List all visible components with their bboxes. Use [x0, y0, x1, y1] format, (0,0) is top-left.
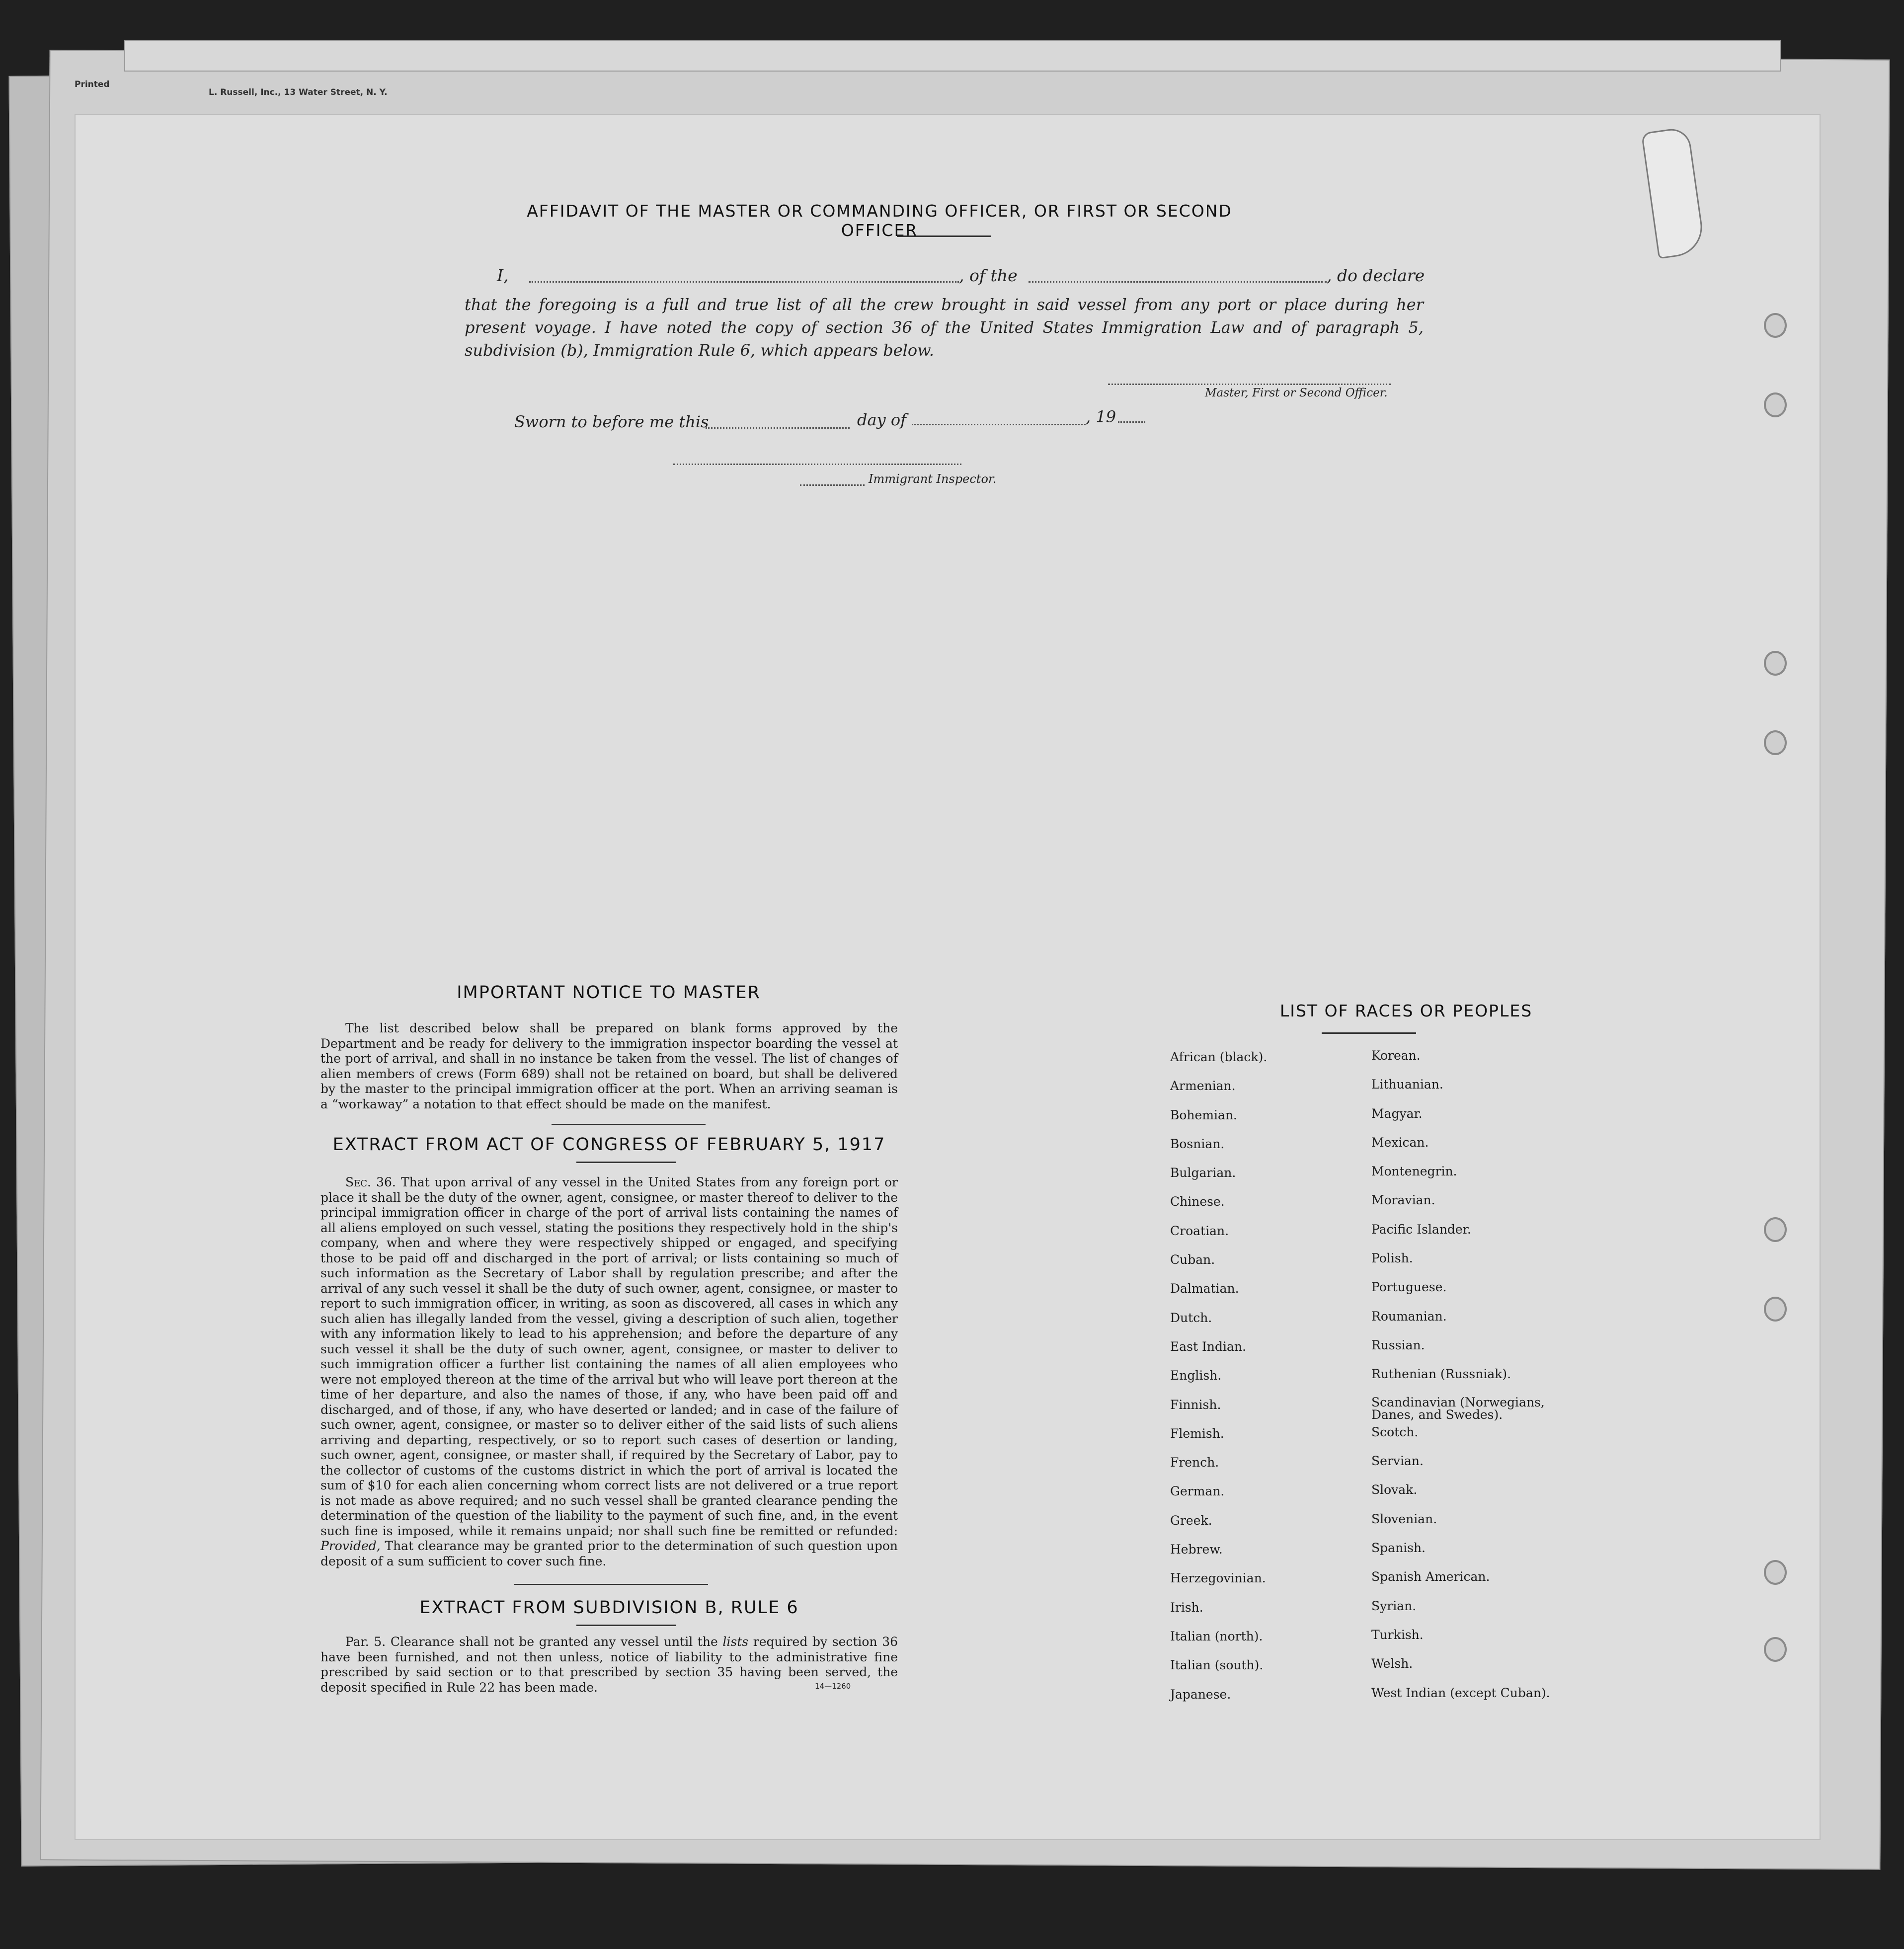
- race-item: Chinese.: [1170, 1194, 1225, 1209]
- rule-title: EXTRACT FROM SUBDIVISION B, RULE 6: [419, 1598, 799, 1618]
- binder-hole: [1764, 392, 1787, 417]
- race-item: Scotch.: [1371, 1424, 1419, 1439]
- printer-imprint-right: L. Russell, Inc., 13 Water Street, N. Y.: [209, 87, 388, 97]
- affidavit-title: AFFIDAVIT OF THE MASTER OR COMMANDING OFFICER, OR FIRST OR SECOND OFFICER: [527, 201, 1232, 240]
- race-item: Turkish.: [1371, 1627, 1424, 1642]
- title-underline: [576, 1162, 676, 1163]
- section-divider: [514, 1584, 708, 1585]
- form-number: 14—1260: [815, 1682, 851, 1691]
- section-label: Sec. 36.: [345, 1175, 396, 1189]
- race-item: Magyar.: [1371, 1106, 1423, 1121]
- notice-body: The list described below shall be prepared on blank forms approved by the Department and be ready for delivery to the immigration inspector boarding the vessel at the port of arrival, and shall in no instance be taken from the vessel. The list of changes of alien members of crews (Form 689) shall not be retained on board, but shall be delivered by the master to the principal immigration officer at the port. When an arriving seaman is a “workaway” a notation to that effect should be made on the manifest.: [320, 1021, 898, 1111]
- race-item: Spanish.: [1371, 1541, 1426, 1556]
- act-text: That upon arrival of any vessel in the United States from any foreign port or place it shall be the duty of the owner, agent, consignee, or master thereof to deliver to the principal immigration officer in charge of the port of arrival lists containing the names of all aliens employed on such vessel, stating the positions they respectively hold in the ship's company, when and where they were respectively shipped or engaged, and specifying those to be paid off and discharged in the port of arrival; or lists containing so much of such information as the Secretary of Labor shall by regulation prescribe; and after the arrival of any such vessel it shall be the duty of such owner, agent, consignee, or master to report to such immigration officer, in writing, as soon as discovered, all cases in which any such alien has illegally landed from the vessel, giving a description of such alien, together with any information likely to lead to his apprehension; and before the departure of any such vessel it shall be the duty of such owner, agent, consignee, or master to deliver to such immigration officer a further list containing the names of all alien employees who were not employed thereon at the time of the arrival but who will leave port thereon at the time of her departure, and also the names of those, if any, who have been paid off and discharged, and of those, if any, who have deserted or landed; and in case of the failure of such owner, agent, consignee, or master so to deliver either of the said lists of such aliens arriving and departing, respectively, or so to report such cases of desertion or landing, such owner, agent, consignee, or master shall, if required by the Secretary of Labor, pay to the collector of customs of the customs district in which the port of arrival is located the sum of $10 for each alien concerning whom correct lists are not delivered or a true report is not made as above required; and no such vessel shall be granted clearance pending the determination of the question of the liability to the payment of such fine, and, in the event such fine is imposed, while it remains unpaid; nor shall such fine be remitted or refunded:: [320, 1175, 898, 1538]
- binder-hole: [1764, 313, 1787, 338]
- race-item: Japanese.: [1170, 1687, 1231, 1702]
- notice-title: IMPORTANT NOTICE TO MASTER: [457, 983, 761, 1003]
- race-item: Bosnian.: [1170, 1136, 1225, 1151]
- race-item: Finnish.: [1170, 1397, 1221, 1412]
- inspector-short-line: [800, 484, 865, 486]
- race-item: Herzegovinian.: [1170, 1571, 1266, 1586]
- year-blank: [1118, 421, 1145, 423]
- inspector-caption: Immigrant Inspector.: [869, 472, 997, 486]
- affidavit-declare: , do declare: [1327, 266, 1425, 285]
- lists-word: lists: [722, 1635, 749, 1649]
- race-item: Polish.: [1371, 1251, 1413, 1266]
- top-edge-sheet: [124, 40, 1781, 72]
- act-text-end: That clearance may be granted prior to the determination of such question upon deposit of a sum sufficient to cover such fine.: [320, 1539, 898, 1568]
- race-item: Scandinavian (Norwegians, Danes, and Swedes).: [1371, 1395, 1545, 1422]
- rule-body: [320, 1635, 898, 1695]
- race-item: Korean.: [1371, 1048, 1421, 1063]
- title-underline: [576, 1625, 676, 1626]
- printer-imprint-left: Printed: [75, 79, 110, 89]
- affidavit-body: that the foregoing is a full and true list of all the crew brought in said vessel from any port or place during her present voyage. I have noted the copy of section 36 of the United States Immigration Law and of paragraph 5, subdivision (b), Immigration Rule 6, which appears below.: [465, 295, 1424, 360]
- race-item: West Indian (except Cuban).: [1371, 1685, 1550, 1700]
- binder-hole: [1764, 651, 1787, 676]
- race-item: German.: [1170, 1484, 1225, 1499]
- race-item: Portuguese.: [1371, 1280, 1447, 1295]
- race-item: Pacific Islander.: [1371, 1222, 1471, 1237]
- act-title: EXTRACT FROM ACT OF CONGRESS OF FEBRUARY 5, 1917: [332, 1135, 886, 1155]
- binder-hole: [1764, 1297, 1787, 1322]
- race-item: Greek.: [1170, 1513, 1212, 1528]
- vessel-blank: [1029, 281, 1327, 283]
- section-divider: [552, 1124, 706, 1125]
- race-item: East Indian.: [1170, 1339, 1246, 1354]
- name-blank: [529, 281, 959, 283]
- day-of-text: day of: [857, 410, 906, 429]
- race-item: Roumanian.: [1371, 1309, 1447, 1324]
- binder-hole: [1764, 1217, 1787, 1242]
- race-item: Lithuanian.: [1371, 1077, 1443, 1092]
- race-item: French.: [1170, 1455, 1219, 1470]
- binder-hole: [1764, 1637, 1787, 1662]
- race-item: Italian (north).: [1170, 1629, 1263, 1643]
- officer-signature-line: [1108, 384, 1391, 385]
- race-item: Dalmatian.: [1170, 1281, 1239, 1296]
- month-blank: [912, 424, 1086, 425]
- race-item: Servian.: [1371, 1454, 1424, 1469]
- binder-hole: [1764, 730, 1787, 755]
- race-item: Dutch.: [1170, 1310, 1212, 1325]
- race-item: Slovenian.: [1371, 1511, 1437, 1526]
- rule-text-b: required by section 36 have been furnished, and not then unless, notice of liability to the administrative fine prescribed by said section or to that prescribed by section 35 having been served, the deposit specified in Rule 22 has been made.: [320, 1635, 898, 1695]
- race-item: Mexican.: [1371, 1135, 1429, 1150]
- affidavit-of-the: , of the: [959, 266, 1018, 285]
- rule-text-a: Par. 5. Clearance shall not be granted any vessel until the: [345, 1635, 718, 1649]
- races-title: LIST OF RACES OR PEOPLES: [1279, 1001, 1533, 1020]
- race-item: Welsh.: [1371, 1656, 1413, 1671]
- race-item: Ruthenian (Russniak).: [1371, 1367, 1511, 1382]
- day-blank: [706, 427, 850, 429]
- title-underline: [897, 235, 991, 237]
- act-body: [320, 1175, 898, 1569]
- affidavit-i: I,: [497, 266, 509, 285]
- race-item: Italian (south).: [1170, 1658, 1264, 1673]
- race-item: African (black).: [1170, 1050, 1268, 1064]
- officer-caption: Master, First or Second Officer.: [1205, 387, 1388, 399]
- race-item: Montenegrin.: [1371, 1164, 1457, 1179]
- year-prefix: , 19: [1086, 407, 1116, 426]
- race-item: Spanish American.: [1371, 1569, 1490, 1584]
- sworn-text: Sworn to before me this: [514, 412, 709, 431]
- race-item: Croatian.: [1170, 1223, 1229, 1238]
- race-item: Bohemian.: [1170, 1107, 1237, 1122]
- race-item: Russian.: [1371, 1337, 1425, 1352]
- race-item: Hebrew.: [1170, 1542, 1223, 1557]
- provided-label: Provided,: [320, 1539, 381, 1553]
- race-item: Bulgarian.: [1170, 1166, 1236, 1180]
- races-column-1: [1170, 1050, 1359, 1716]
- race-item: Flemish.: [1170, 1426, 1224, 1441]
- race-item: Irish.: [1170, 1600, 1203, 1615]
- race-item: Syrian.: [1371, 1598, 1417, 1613]
- race-item: Armenian.: [1170, 1079, 1236, 1093]
- inspector-signature-line: [673, 464, 961, 465]
- race-item: Moravian.: [1371, 1193, 1435, 1208]
- race-item: Slovak.: [1371, 1482, 1418, 1497]
- race-item: Cuban.: [1170, 1252, 1215, 1267]
- title-underline: [1322, 1032, 1416, 1034]
- race-item: English.: [1170, 1368, 1222, 1383]
- binder-hole: [1764, 1560, 1787, 1585]
- races-column-2: [1371, 1048, 1570, 1715]
